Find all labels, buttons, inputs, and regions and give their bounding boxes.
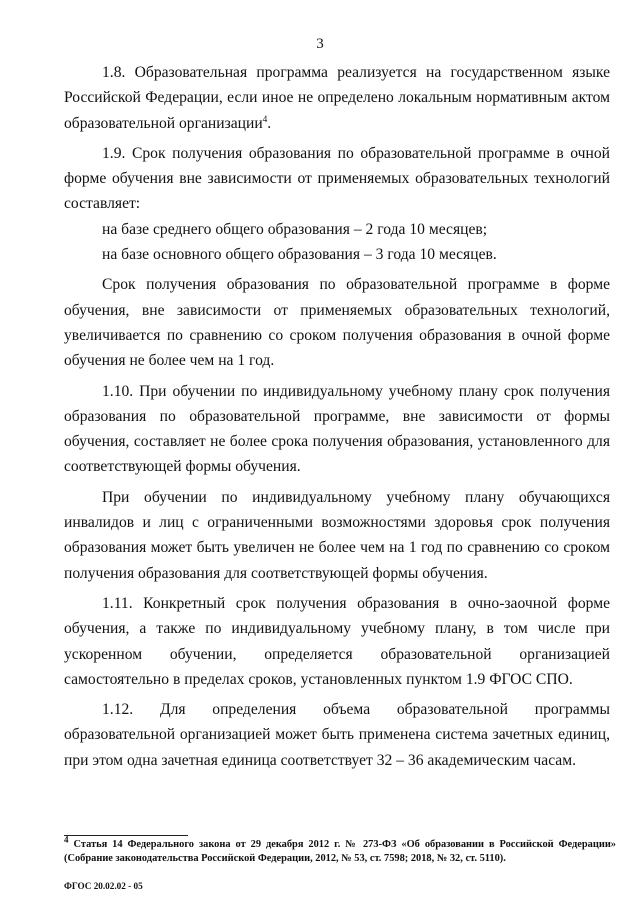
list-item: на базе основного общего образования – 3 года 10 месяцев. xyxy=(102,246,497,264)
paragraph-1-8: 1.8. Образовательная программа реализуется на государственном языке Российской Федерации, если иное не определено локальным нормативным актом образовательной организации$^4$. xyxy=(64,64,610,132)
paragraph-disabled-students: При обучении по индивидуальному учебному плану обучающихся инвалидов и лиц с ограниченными возможностями здоровья срок получения образования может быть увеличен не более чем на 1 год по сравнению со сроком получения образования для соответствующей формы обучения. xyxy=(64,488,610,582)
document-body xyxy=(64,60,610,773)
footnote-text: Статья 14 Федерального закона от 29 декабря 2012 г. № 273-ФЗ «Об образовании в Российской Федерации» (Собрание законодательства Российской Федерации, 2012, № 53, ст. 7598; 2018, № 32, ст. 5110). xyxy=(64,839,617,864)
paragraph-term-extension: Срок получения образования по образовательной программе в форме обучения, вне зависимости от применяемых образовательных технологий, увеличивается по сравнению со сроком получения образования в очной форме обучения не более чем на 1 год. xyxy=(64,276,610,370)
footnote-reference[interactable]: 4 xyxy=(262,113,268,124)
footnote xyxy=(64,834,617,866)
paragraph-1-12: 1.12. Для определения объема образовательной программы образовательной организацией может быть применена система зачетных единиц, при этом одна зачетная единица соответствует 32 – 36 академическим часам. xyxy=(64,701,610,769)
footnote-divider xyxy=(64,835,188,836)
page-number: 3 xyxy=(316,36,324,52)
paragraph-1-9: 1.9. Срок получения образования по образовательной программе в очной форме обучения вне зависимости от применяемых образовательных технологий составляет: xyxy=(64,144,610,213)
paragraph-1-11: 1.11. Конкретный срок получения образования в очно-заочной форме обучения, а также по индивидуальному учебному плану, в том числе при ускоренном обучении, определяется образовательной организацией самостоятельно в пределах сроков, установленных пунктом 1.9 ФГОС СПО. xyxy=(64,594,610,688)
paragraph-1-10: 1.10. При обучении по индивидуальному учебному плану срок получения образования по образовательной программе, вне зависимости от формы обучения, составляет не более срока получения образования, установленного для соответствующей формы обучения. xyxy=(64,382,610,476)
list-item: на базе среднего общего образования – 2 года 10 месяцев; xyxy=(102,220,488,238)
footnote-marker: 4 xyxy=(64,834,69,845)
document-code: ФГОС 20.02.02 - 05 xyxy=(64,881,143,891)
